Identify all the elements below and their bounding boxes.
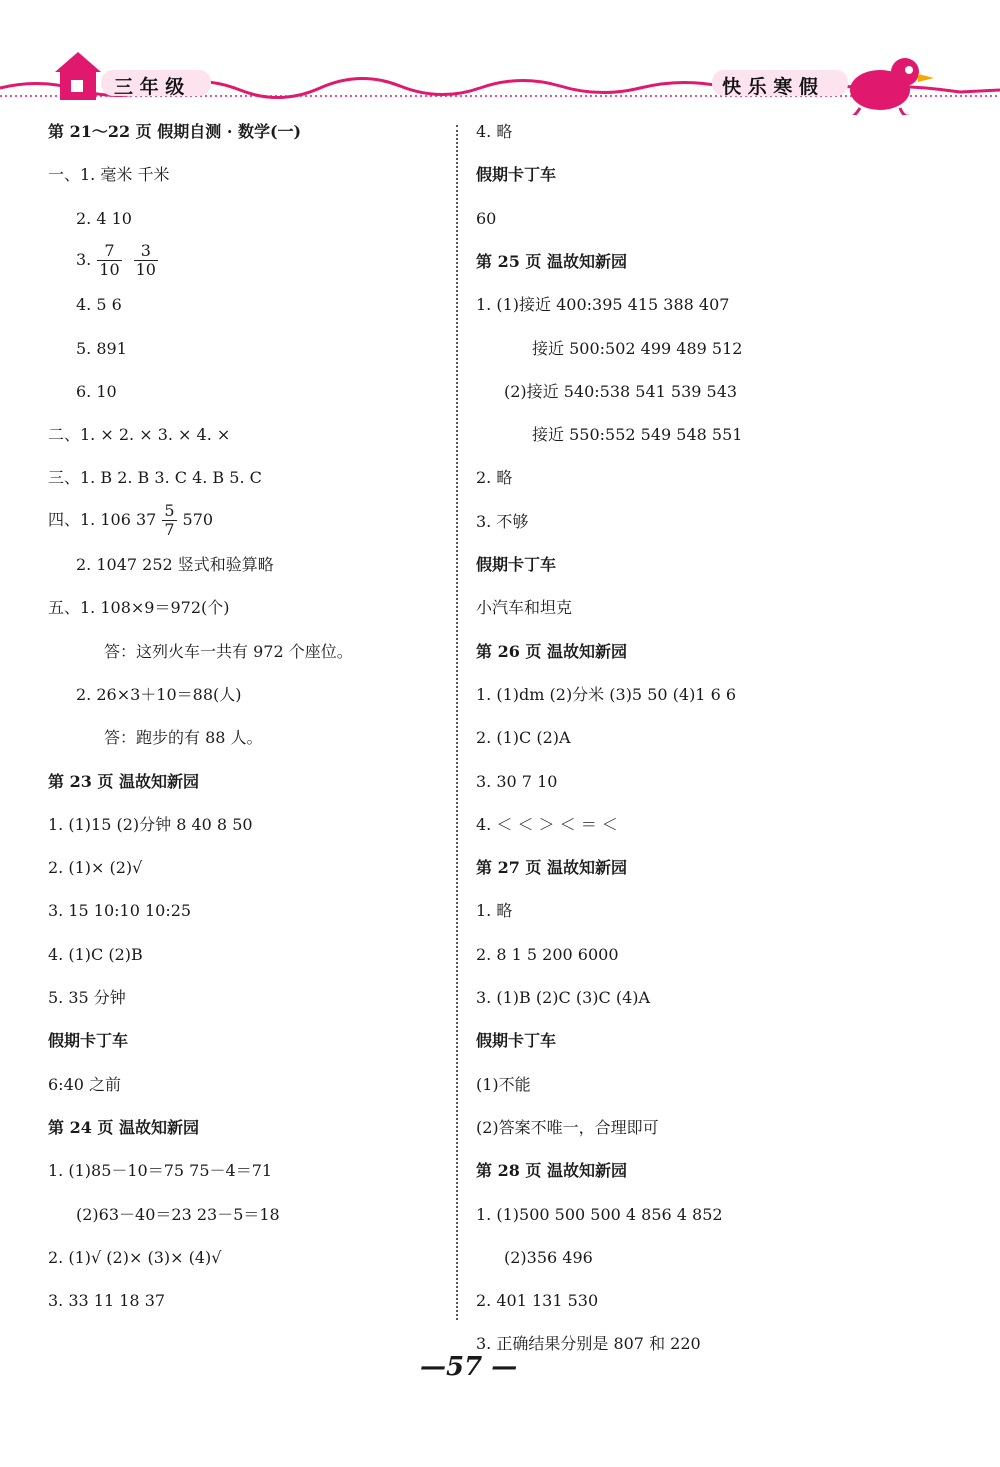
answer-line: 2. (1)C (2)A xyxy=(476,728,571,748)
answer-line: 2. 26×3＋10＝88(人) xyxy=(76,684,242,704)
answer-line: 3. 33 11 18 37 xyxy=(48,1291,166,1311)
answer-line: 1. (1)500 500 500 4 856 4 852 xyxy=(476,1204,723,1224)
item-label: 四、1. 106 37 xyxy=(48,509,157,529)
page-header xyxy=(0,0,1000,115)
answer-line: 接近 550:552 549 548 551 xyxy=(532,425,743,445)
item-value: 570 xyxy=(182,509,214,529)
answer-line: 2. 8 1 5 200 6000 xyxy=(476,944,619,964)
fraction xyxy=(97,242,121,279)
answer-line: 3. 15 10:10 10:25 xyxy=(48,901,192,921)
answer-line: 2. 略 xyxy=(476,468,513,488)
fraction-denominator: 10 xyxy=(135,259,156,279)
answer-line: 4. (1)C (2)B xyxy=(48,944,143,964)
answer-line: 三、1. B 2. B 3. C 4. B 5. C xyxy=(48,468,262,488)
answer-line: (2)答案不唯一，合理即可 xyxy=(476,1117,659,1137)
fraction xyxy=(134,242,158,279)
section-heading: 第 26 页 温故知新园 xyxy=(476,641,627,661)
answer-line: 1. (1)85－10＝75 75－4＝71 xyxy=(48,1161,273,1181)
section-heading: 第 27 页 温故知新园 xyxy=(476,858,627,878)
grade-label: 三 年 级 xyxy=(114,76,185,98)
answer-line: 6. 10 xyxy=(76,381,117,401)
section-heading: 假期卡丁车 xyxy=(476,555,557,574)
answer-line: 2. 401 131 530 xyxy=(476,1291,599,1311)
section-heading: 第 28 页 温故知新园 xyxy=(476,1161,627,1181)
page-number: —57 — xyxy=(420,1352,518,1382)
answer-line: 2. 4 10 xyxy=(76,208,132,228)
answer-line: 4. ＜ ＜ ＞ ＜ ＝ ＜ xyxy=(476,814,618,834)
item-label: 3. xyxy=(76,249,92,269)
answer-line: 1. (1)接近 400:395 415 388 407 xyxy=(476,295,730,315)
answer-line: 5. 35 分钟 xyxy=(48,988,126,1007)
answer-line: 3. 不够 xyxy=(476,511,529,531)
answer-line: 1. (1)dm (2)分米 (3)5 50 (4)1 6 6 xyxy=(476,684,737,704)
answer-line: 五、1. 108×9＝972(个) xyxy=(48,598,230,618)
answer-line: 二、1. × 2. × 3. × 4. × xyxy=(48,425,231,445)
answer-line: 小汽车和坦克 xyxy=(476,598,573,618)
section-heading: 第 21～22 页 假期自测 · 数学(一) xyxy=(48,122,302,141)
section-heading: 第 23 页 温故知新园 xyxy=(48,771,199,791)
fraction-numerator: 5 xyxy=(164,500,175,520)
fraction-denominator: 10 xyxy=(99,259,120,279)
section-heading: 第 25 页 温故知新园 xyxy=(476,251,627,271)
answer-line: (2)356 496 xyxy=(504,1247,593,1267)
fraction xyxy=(162,502,176,539)
answer-line: 3. 30 7 10 xyxy=(476,771,558,791)
section-heading: 假期卡丁车 xyxy=(476,165,557,185)
answer-line: 4. 略 xyxy=(476,122,513,141)
answer-line: 5. 891 xyxy=(76,338,127,358)
section-heading: 假期卡丁车 xyxy=(476,1031,557,1051)
answer-line: 接近 500:502 499 489 512 xyxy=(532,338,743,358)
answer-line: 3. (1)B (2)C (3)C (4)A xyxy=(476,988,651,1007)
answer-line: 答：跑步的有 88 人。 xyxy=(104,728,263,748)
answer-line: 3. 正确结果分别是 807 和 220 xyxy=(476,1334,701,1354)
answer-line: 1. 略 xyxy=(476,901,513,921)
answer-line: 2. (1)√ (2)× (3)× (4)√ xyxy=(48,1247,222,1267)
section-heading: 假期卡丁车 xyxy=(48,1031,129,1051)
answer-line: (2)接近 540:538 541 539 543 xyxy=(504,381,738,401)
answer-line: (2)63－40＝23 23－5＝18 xyxy=(76,1204,280,1224)
answer-line: 答：这列火车一共有 972 个座位。 xyxy=(104,641,353,661)
fraction-numerator: 7 xyxy=(97,242,121,261)
answer-line: 一、1. 毫米 千米 xyxy=(48,165,170,185)
answer-line: 2. 1047 252 竖式和验算略 xyxy=(76,555,274,574)
answer-line: 1. (1)15 (2)分钟 8 40 8 50 xyxy=(48,814,253,834)
answer-line xyxy=(76,242,164,279)
answer-line xyxy=(48,502,213,539)
series-label: 快 乐 寒 假 xyxy=(722,76,818,98)
answer-line: (1)不能 xyxy=(476,1074,531,1094)
fraction-denominator: 7 xyxy=(164,519,175,539)
house-icon xyxy=(55,52,101,100)
answer-line: 4. 5 6 xyxy=(76,295,122,315)
column-divider xyxy=(456,125,458,1320)
section-heading: 第 24 页 温故知新园 xyxy=(48,1117,199,1137)
answer-line: 2. (1)× (2)√ xyxy=(48,858,143,878)
fraction-numerator: 3 xyxy=(134,242,158,261)
answer-line: 6:40 之前 xyxy=(48,1074,122,1094)
answer-line: 60 xyxy=(476,208,497,228)
